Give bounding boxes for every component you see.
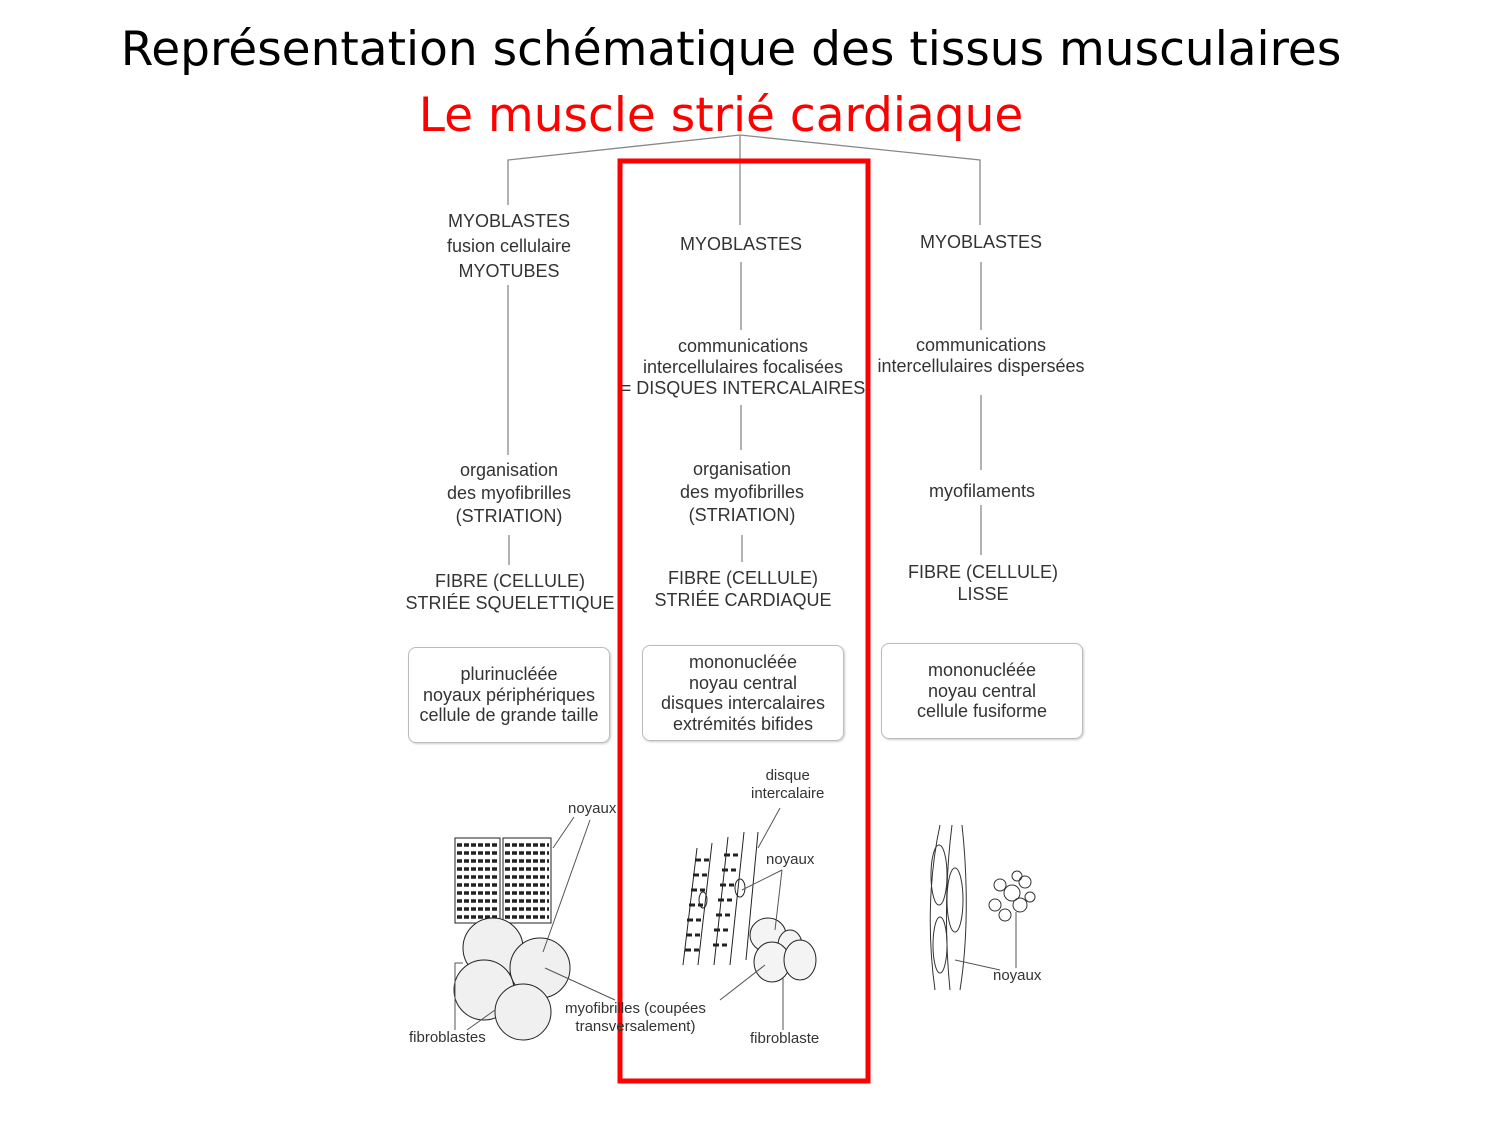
label-noyaux: noyaux xyxy=(993,967,1042,984)
smooth-communications xyxy=(877,335,1084,377)
label: organisation xyxy=(459,460,559,480)
cardiac-features-box xyxy=(642,645,844,741)
label: cellule de grande taille xyxy=(419,705,599,726)
label: noyau central xyxy=(927,680,1037,701)
label: communications xyxy=(915,335,1047,355)
cardiac-fibre xyxy=(654,567,831,611)
cardiac-organisation xyxy=(680,458,804,527)
label-fibroblaste: fibroblaste xyxy=(750,1030,820,1047)
label: mononucléée xyxy=(688,652,798,672)
label: noyaux périphériques xyxy=(422,684,596,705)
smooth-features-box xyxy=(881,643,1083,739)
smooth-fibre xyxy=(908,561,1058,605)
label: noyau central xyxy=(688,672,798,693)
skeletal-organisation xyxy=(447,459,571,528)
label: extrémités bifides xyxy=(672,713,814,734)
label: organisation xyxy=(692,459,792,479)
label: intercellulaires dispersées xyxy=(877,356,1085,376)
label: plurinucléée xyxy=(460,664,558,685)
label: des myofibrilles xyxy=(446,483,572,503)
label: des myofibrilles xyxy=(679,482,805,502)
highlight-frame xyxy=(620,161,868,1081)
label: intercellulaires focalisées xyxy=(642,357,844,377)
smooth-muscle-drawing xyxy=(930,825,1035,990)
cardiac-communications xyxy=(621,336,866,399)
label: FIBRE (CELLULE) xyxy=(667,568,819,588)
tree-branch xyxy=(508,135,980,225)
label: FIBRE (CELLULE) xyxy=(434,571,586,591)
label: LISSE xyxy=(957,584,1009,604)
label: communications xyxy=(677,336,809,356)
label: STRIÉE CARDIAQUE xyxy=(654,590,832,610)
skeletal-fibre xyxy=(405,570,614,614)
cardiac-origin: MYOBLASTES xyxy=(679,234,803,254)
label: MYOBLASTES xyxy=(447,211,571,231)
label: disque xyxy=(765,767,810,784)
label: (STRIATION) xyxy=(455,506,563,526)
label: mononucléée xyxy=(927,660,1037,681)
label-fibroblastes: fibroblastes xyxy=(409,1029,486,1046)
label-myofibrilles xyxy=(565,1000,706,1036)
label: intercalaire xyxy=(751,785,825,802)
label: = DISQUES INTERCALAIRES xyxy=(620,378,866,398)
label-noyaux: noyaux xyxy=(766,851,815,868)
skeletal-origin xyxy=(447,209,571,284)
label: cellule fusiforme xyxy=(916,701,1048,722)
label: FIBRE (CELLULE) xyxy=(907,562,1059,582)
label-disque-intercalaire xyxy=(751,767,824,803)
slide-subtitle: Le muscle strié cardiaque xyxy=(418,88,1024,143)
label: transversalement) xyxy=(575,1018,696,1035)
label: STRIÉE SQUELETTIQUE xyxy=(405,593,615,613)
label: disques intercalaires xyxy=(660,693,826,713)
smooth-organisation: myofilaments xyxy=(928,481,1036,501)
label: MYOTUBES xyxy=(458,261,560,281)
cardiac-muscle-drawing xyxy=(683,808,816,1030)
label: myofibrilles (coupées xyxy=(565,1000,706,1017)
smooth-origin: MYOBLASTES xyxy=(919,232,1043,252)
slide-title: Représentation schématique des tissus musculaires xyxy=(120,22,1342,77)
label: (STRIATION) xyxy=(688,505,796,525)
label-noyaux: noyaux xyxy=(568,800,617,817)
skeletal-features-box xyxy=(408,647,610,743)
label: fusion cellulaire xyxy=(446,236,572,256)
